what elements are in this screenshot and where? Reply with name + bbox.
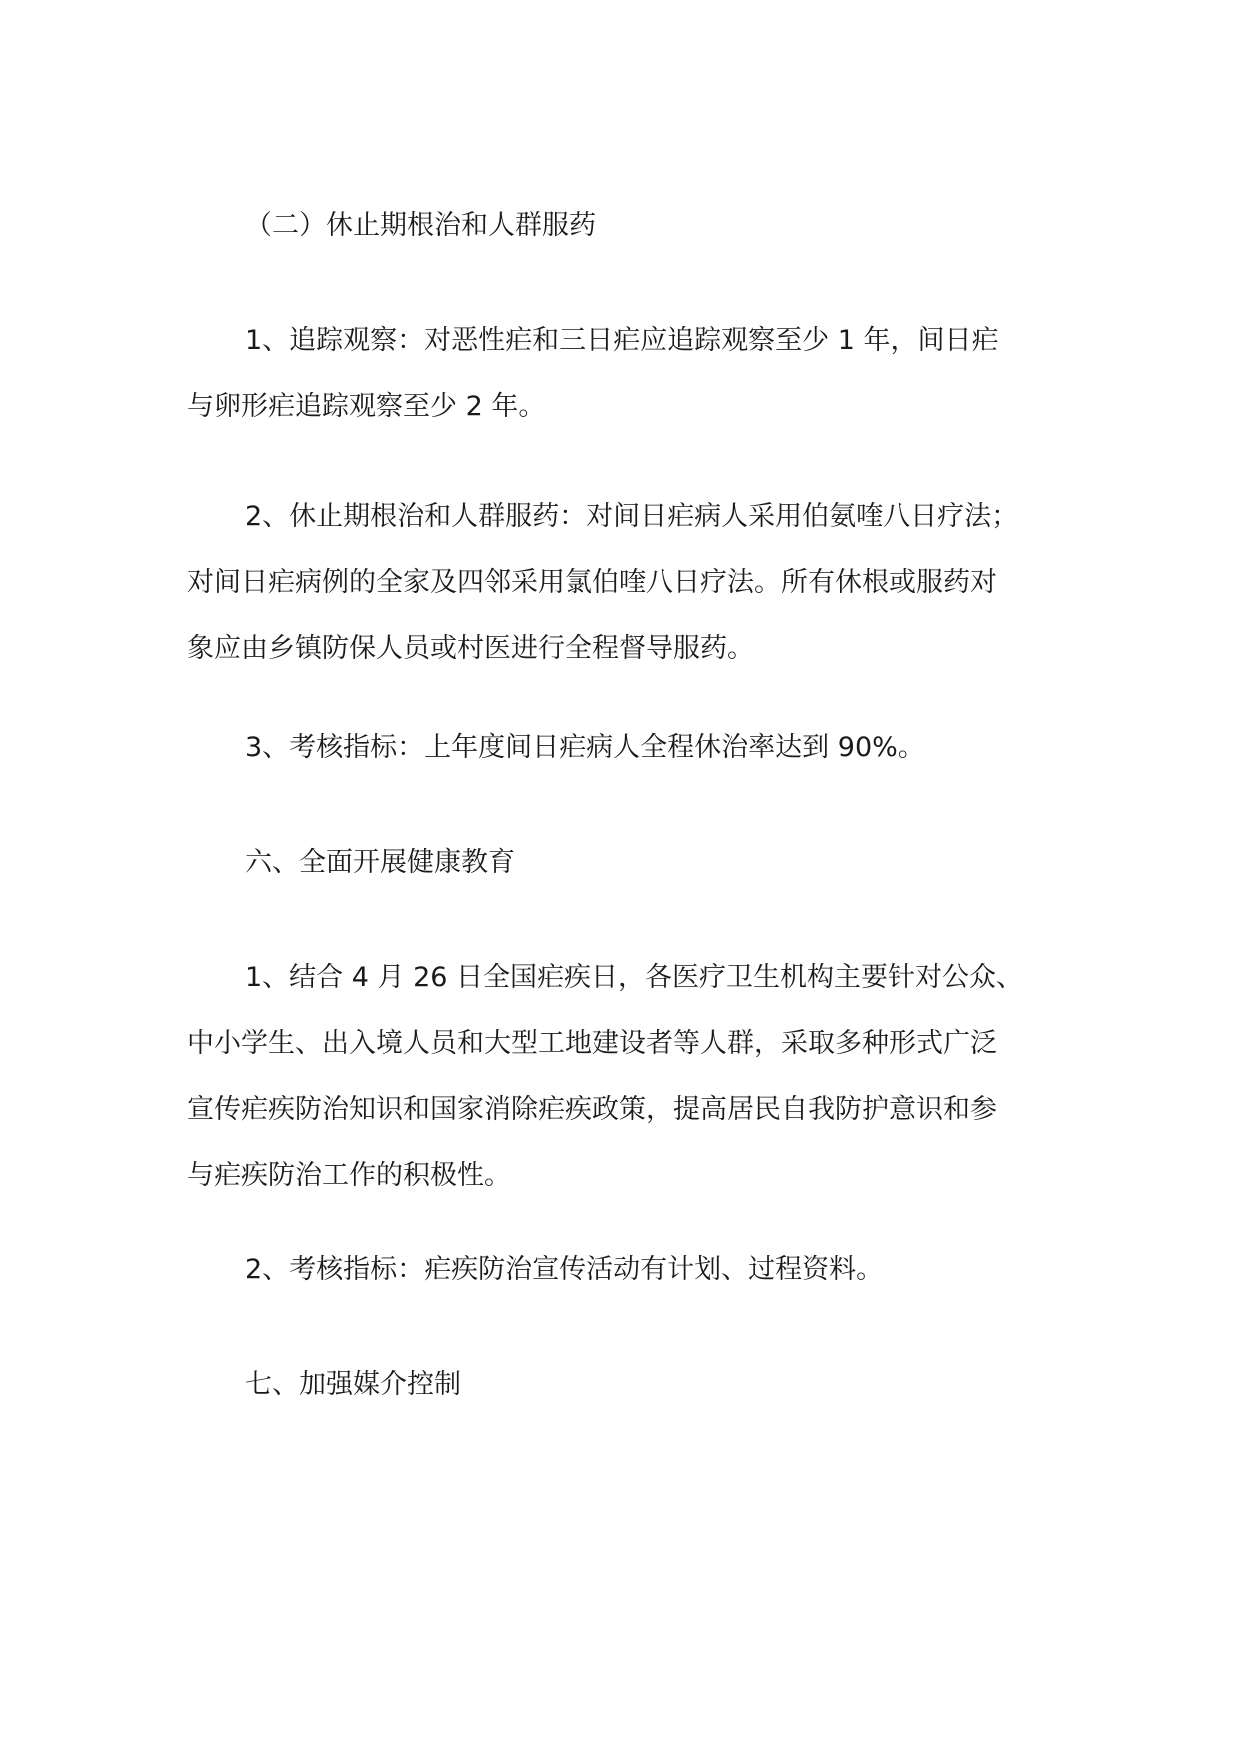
text-line: 与疟疾防治工作的积极性。 [187,1160,511,1191]
text-line: 2、休止期根治和人群服药：对间日疟病人采用伯氨喹八日疗法； [245,501,1019,532]
paragraph-publicity-indicator [187,1237,1087,1303]
text-line: 六、全面开展健康教育 [245,847,515,878]
paragraph-tracking-observation [187,308,1087,440]
text-line: 1、追踪观察：对恶性疟和三日疟应追踪观察至少 1 年，间日疟 [245,325,999,356]
text-line: 与卵形疟追踪观察至少 2 年。 [187,391,546,422]
paragraph-rest-period-medication [187,484,1087,682]
text-line: 3、考核指标：上年度间日疟病人全程休治率达到 90%。 [245,732,925,763]
text-line: 七、加强媒介控制 [245,1369,461,1400]
text-line: 对间日疟病例的全家及四邻采用氯伯喹八日疗法。所有休根或服药对 [187,567,997,598]
subheading-rest-period-treatment [187,193,1087,259]
paragraph-malaria-day-campaign [187,945,1087,1209]
text-line: （二）休止期根治和人群服药 [245,210,596,241]
text-line: 1、结合 4 月 26 日全国疟疾日，各医疗卫生机构主要针对公众、 [245,962,1024,993]
paragraph-assessment-indicator [187,715,1087,781]
text-line: 中小学生、出入境人员和大型工地建设者等人群，采取多种形式广泛 [187,1028,997,1059]
text-line: 宣传疟疾防治知识和国家消除疟疾政策，提高居民自我防护意识和参 [187,1094,997,1125]
heading-vector-control [187,1352,1087,1418]
heading-health-education [187,830,1087,896]
text-line: 2、考核指标：疟疾防治宣传活动有计划、过程资料。 [245,1254,884,1285]
text-line: 象应由乡镇防保人员或村医进行全程督导服药。 [187,633,754,664]
